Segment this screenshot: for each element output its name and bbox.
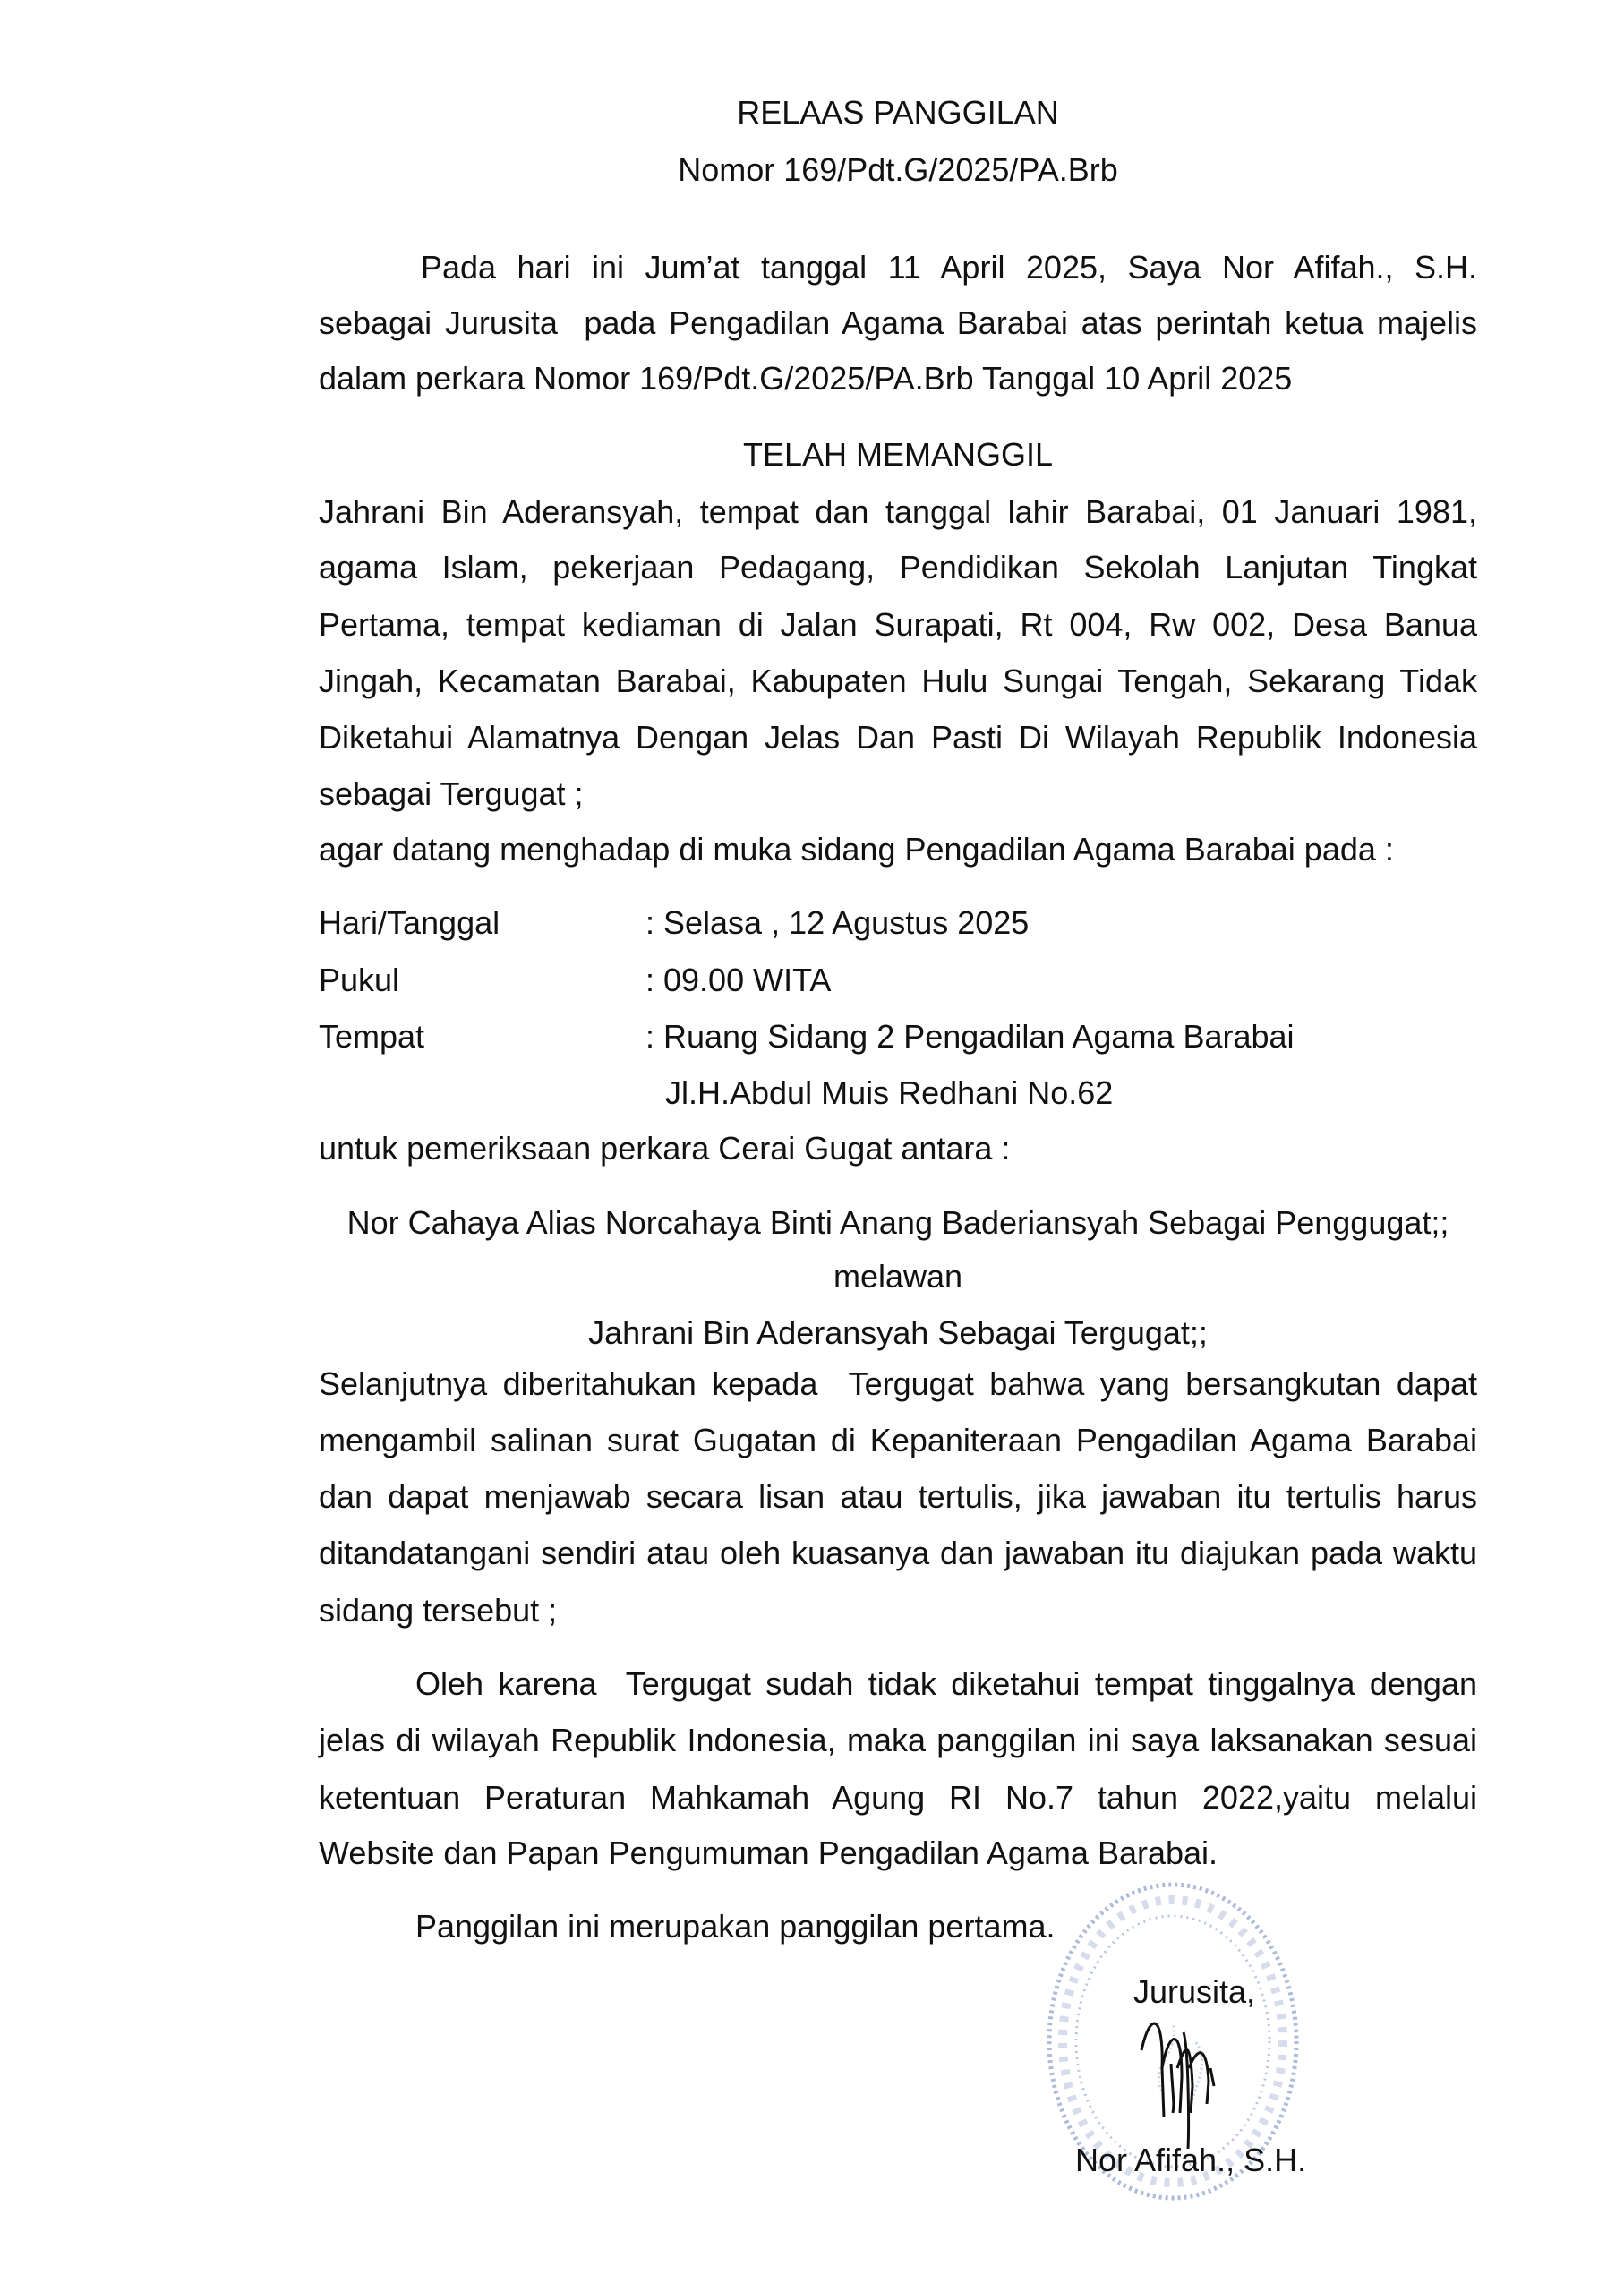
notice-line (319, 1422, 1477, 1459)
opening-line: dalam perkara Nomor 169/Pdt.G/2025/PA.Brb Tanggal 10 April 2025 (319, 360, 1293, 397)
party-line (319, 719, 1477, 757)
versus: melawan (833, 1258, 963, 1295)
reason-line (319, 1779, 1477, 1817)
reason-line (319, 1722, 1477, 1759)
line-text: agama Islam, pekerjaan Pedagang, Pendidikan Sekolah Lanjutan Tingkat (319, 549, 1477, 586)
case-intro: untuk pemeriksaan perkara Cerai Gugat antara : (319, 1130, 1011, 1167)
reason-line: Website dan Papan Pengumuman Pengadilan Agama Barabai. (319, 1834, 1218, 1871)
notice-line (319, 1478, 1477, 1516)
party-line (319, 493, 1477, 531)
line-text: Pada hari ini Jum’at tanggal 11 April 2025, Saya Nor Afifah., S.H. (421, 249, 1477, 286)
line-text: Oleh karena Tergugat sudah tidak diketahui tempat tinggalnya dengan (415, 1665, 1477, 1702)
defendant: Jahrani Bin Aderansyah Sebagai Tergugat;; (588, 1314, 1208, 1351)
line-text: Jahrani Bin Aderansyah, tempat dan tanggal lahir Barabai, 01 Januari 1981, (319, 493, 1477, 530)
line-text: Selanjutnya diberitahukan kepada Tergugat bahwa yang bersangkutan dapat (319, 1365, 1477, 1402)
signatory-name: Nor Afifah., S.H. (1075, 2142, 1307, 2178)
schedule-value-time: : 09.00 WITA (645, 962, 832, 998)
reason-line (415, 1665, 1477, 1703)
plaintiff: Nor Cahaya Alias Norcahaya Binti Anang Baderiansyah Sebagai Penggugat;; (346, 1204, 1449, 1241)
case-number: Nomor 169/Pdt.G/2025/PA.Brb (678, 151, 1118, 188)
line-text: ditandatangani sendiri atau oleh kuasanya dan jawaban itu diajukan pada waktu (319, 1535, 1477, 1571)
notice-line (319, 1365, 1477, 1403)
line-text: Pertama, tempat kediaman di Jalan Surapati, Rt 004, Rw 002, Desa Banua (319, 606, 1477, 643)
party-line: sebagai Tergugat ; (319, 775, 584, 812)
signature-role: Jurusita, (1133, 1973, 1256, 2010)
schedule-label-time: Pukul (319, 962, 400, 998)
line-text: ketentuan Peraturan Mahkamah Agung RI No.7 tahun 2022,yaitu melalui (319, 1779, 1477, 1816)
party-line (319, 663, 1477, 700)
document-title: RELAAS PANGGILAN (737, 94, 1059, 131)
line-text: Jingah, Kecamatan Barabai, Kabupaten Hulu Sungai Tengah, Sekarang Tidak (319, 663, 1477, 699)
party-line (319, 606, 1477, 644)
summoned-heading: TELAH MEMANGGIL (742, 436, 1054, 473)
notice-line: sidang tersebut ; (319, 1592, 558, 1629)
court-address: Jl.H.Abdul Muis Redhani No.62 (665, 1074, 1114, 1111)
schedule-label-place: Tempat (319, 1018, 425, 1055)
schedule-label-date: Hari/Tanggal (319, 904, 500, 941)
opening-line (319, 304, 1477, 342)
line-text: jelas di wilayah Republik Indonesia, maka panggilan ini saya laksanakan sesuai (319, 1722, 1477, 1758)
schedule-value-date: : Selasa , 12 Agustus 2025 (645, 904, 1030, 941)
notice-line (319, 1535, 1477, 1572)
line-text: mengambil salinan surat Gugatan di Kepaniteraan Pengadilan Agama Barabai (319, 1422, 1477, 1458)
opening-line (421, 249, 1477, 286)
line-text: Diketahui Alamatnya Dengan Jelas Dan Pasti Di Wilayah Republik Indonesia (319, 719, 1477, 756)
handwritten-signature (1137, 2014, 1235, 2149)
party-line (319, 549, 1477, 586)
line-text: sebagai Jurusita pada Pengadilan Agama Barabai atas perintah ketua majelis (319, 304, 1477, 341)
closing-statement: Panggilan ini merupakan panggilan pertama. (415, 1908, 1056, 1945)
party-line: agar datang menghadap di muka sidang Pengadilan Agama Barabai pada : (319, 831, 1394, 868)
line-text: dan dapat menjawab secara lisan atau tertulis, jika jawaban itu tertulis harus (319, 1478, 1477, 1515)
schedule-value-place: : Ruang Sidang 2 Pengadilan Agama Barabai (645, 1018, 1295, 1055)
